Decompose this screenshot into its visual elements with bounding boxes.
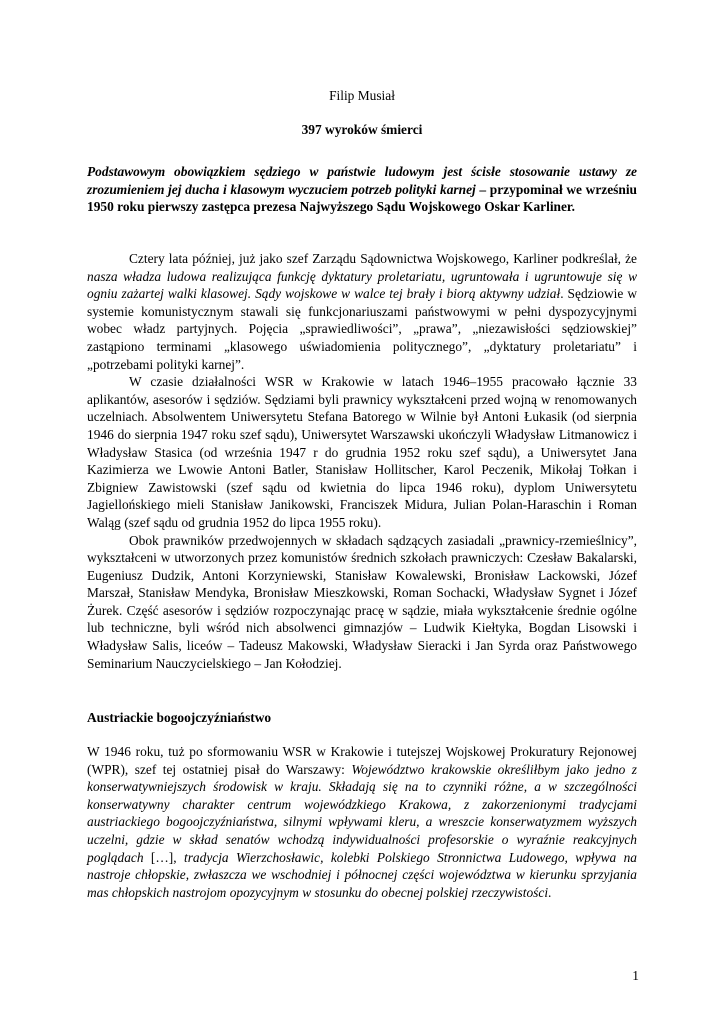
paragraph-quote: tradycja Wierzchosławic, kolebki Polskiego Stronnictwa Ludowego, wpływa na nastroje chłopskie, zwłaszcza we wschodniej i północnej części województwa w kierunku sprzyjania mas chłopskich nastrojom opozycyjnym w stosunku do obecnej polskiej rzeczywistości	[87, 849, 637, 900]
lead-attribution: – przypominał we wrześniu 1950 roku pierwszy zastępca prezesa Najwyższego Sądu Wojskowego Oskar Karliner.	[87, 181, 637, 215]
paragraph: W czasie działalności WSR w Krakowie w latach 1946–1955 pracowało łącznie 33 aplikantów, asesorów i sędziów. Sędziami byli prawnicy wykształceni przed wojną w renomowanych uczelniach. Absolwentem Uniwersytetu Stefana Batorego w Wilnie był Antoni Łukasik (od sierpnia 1946 do sierpnia 1947 roku szef sądu), Uniwersytet Warszawski ukończyli Władysław Litmanowicz i Władysław Stasica (od września 1947 r do grudnia 1952 roku szef sądu), a Uniwersytet Jana Kazimierza we Lwowie Antoni Batler, Stanisław Hollitscher, Karol Peczenik, Mikołaj Tołkan i Zbigniew Zawistowski (szef sądu od kwietnia do lipca 1946 roku), dyplom Uniwersytetu Jagiellońskiego mieli Stanisław Janikowski, Franciszek Midura, Julian Polan-Haraschin i Roman Waląg (szef sądu od grudnia 1952 do lipca 1955 roku).	[87, 374, 637, 530]
paragraph-quote: nasza władza ludowa realizująca funkcję dyktatury proletariatu, ugruntowała i ugruntowuje się w ogniu zażartej walki klasowej. Sądy wojskowe w walce tej brały i biorą aktywny udział	[87, 268, 637, 302]
page-number: 1	[632, 968, 639, 983]
main-body	[87, 250, 637, 672]
paragraph-quote: Województwo krakowskie określiłbym jako jedno z konserwatywniejszych środowisk w kraju. Składają się na to czynniki różne, a w szczególności konserwatywny charakter centrum wojewódzkiego Krakowa, z zakorzenionymi tradycjami austriackiego bogoojczyźniaństwa, silnymi wpływami kleru, a wreszcie konserwatyzmem wyższych uczelni, gdzie w skład senatów wchodzą indywidualności profesorskie o wyraźnie reakcyjnych poglądach	[87, 761, 637, 865]
paragraph: Obok prawników przedwojennych w składach sądzących zasiadali „prawnicy-rzemieślnicy”, wykształceni w utworzonych przez komunistów średnich szkołach prawniczych: Czesław Bakalarski, Eugeniusz Dudzik, Antoni Korzyniewski, Stanisław Kowalewski, Bronisław Lackowski, Józef Marszał, Stanisław Mendyka, Bronisław Mieszkowski, Roman Sochacki, Władysław Sygnet i Józef Żurek. Część asesorów i sędziów rozpoczynając pracę w sądzie, miała wykształcenie średnie ogólne lub techniczne, byli wśród nich absolwenci gimnazjów – Ludwik Kiełtyka, Bogdan Lisowski i Władysław Salis, liceów – Tadeusz Makowski, Władysław Sieracki i Jan Syrda oraz Państwowego Seminarium Nauczycielskiego – Jan Kołodziej.	[87, 532, 637, 671]
paragraph-text: Cztery lata później, już jako szef Zarządu Sądownictwa Wojskowego, Karliner podkreślał, że	[129, 251, 637, 266]
section-heading: Austriackie bogoojczyźniaństwo	[87, 710, 272, 725]
paragraph-text: […],	[143, 849, 184, 865]
paragraph-text: W 1946 roku, tuż po sformowaniu WSR w Krakowie i tutejszej Wojskowej Prokuratury Rejonowej (WPR), szef tej ostatniej pisał do Warszawy:	[87, 744, 637, 777]
paragraph-text: . Sędziowie w systemie komunistycznym stawali się funkcjonariuszami państwowymi w pełni dyspozycyjnymi wobec władz partyjnych. Pojęcia „sprawiedliwości”, „prawa”, „niezawisłości sędziowskiej” zastąpiono terminami „klasowego uświadomienia politycznego”, „dyktatury proletariatu” i „potrzebami polityki karnej”.	[87, 286, 637, 372]
lead-paragraph	[87, 163, 637, 216]
section-body	[87, 743, 637, 901]
author-name: Filip Musiał	[329, 88, 395, 103]
article-title: 397 wyroków śmierci	[301, 122, 423, 137]
lead-quote: Podstawowym obowiązkiem sędziego w państwie ludowym jest ścisłe stosowanie ustawy ze zrozumieniem jej ducha i klasowym wyczuciem potrzeb polityki karnej	[87, 164, 637, 197]
paragraph-text: .	[548, 884, 552, 900]
paragraph	[87, 250, 637, 373]
paragraph	[87, 743, 637, 901]
